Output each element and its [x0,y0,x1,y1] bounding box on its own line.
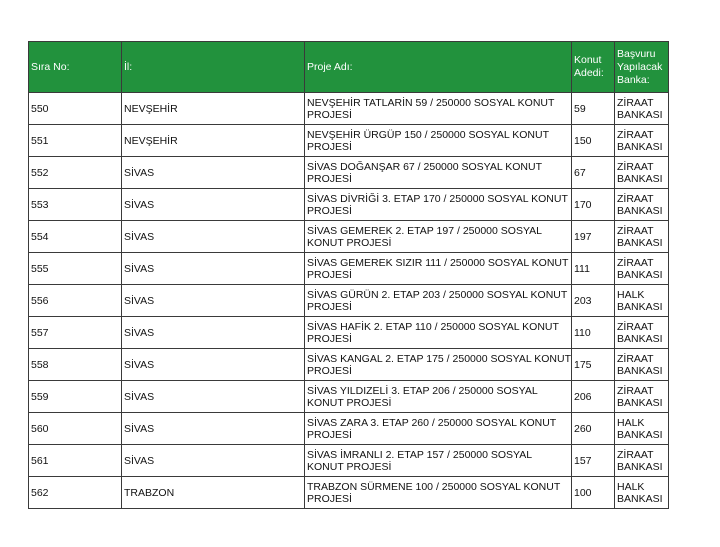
cell-sira-no: 561 [29,445,122,477]
cell-il: SİVAS [122,413,305,445]
cell-konut-adedi: 175 [572,349,615,381]
project-table [28,41,669,509]
cell-sira-no: 560 [29,413,122,445]
cell-il: SİVAS [122,157,305,189]
header-sira-no: Sıra No: [29,42,122,93]
cell-konut-adedi: 197 [572,221,615,253]
cell-konut-adedi: 111 [572,253,615,285]
cell-il: TRABZON [122,477,305,509]
cell-banka: ZİRAAT BANKASI [615,125,669,157]
cell-banka: ZİRAAT BANKASI [615,189,669,221]
cell-konut-adedi: 67 [572,157,615,189]
table-body [29,93,669,509]
cell-sira-no: 550 [29,93,122,125]
cell-il: NEVŞEHİR [122,93,305,125]
cell-il: NEVŞEHİR [122,125,305,157]
table-row [29,189,669,221]
cell-il: SİVAS [122,221,305,253]
cell-sira-no: 555 [29,253,122,285]
table-row [29,349,669,381]
cell-il: SİVAS [122,381,305,413]
cell-proje-adi: SİVAS GÜRÜN 2. ETAP 203 / 250000 SOSYAL KONUT PROJESİ [305,285,572,317]
cell-banka: HALK BANKASI [615,285,669,317]
cell-banka: HALK BANKASI [615,413,669,445]
cell-sira-no: 558 [29,349,122,381]
header-row [29,42,669,93]
cell-proje-adi: SİVAS GEMEREK SIZIR 111 / 250000 SOSYAL KONUT PROJESİ [305,253,572,285]
cell-il: SİVAS [122,349,305,381]
cell-proje-adi: SİVAS KANGAL 2. ETAP 175 / 250000 SOSYAL KONUT PROJESİ [305,349,572,381]
cell-banka: ZİRAAT BANKASI [615,221,669,253]
cell-sira-no: 554 [29,221,122,253]
cell-proje-adi: SİVAS DOĞANŞAR 67 / 250000 SOSYAL KONUT PROJESİ [305,157,572,189]
cell-sira-no: 556 [29,285,122,317]
cell-konut-adedi: 206 [572,381,615,413]
header-proje-adi: Proje Adı: [305,42,572,93]
cell-sira-no: 551 [29,125,122,157]
cell-konut-adedi: 59 [572,93,615,125]
cell-proje-adi: NEVŞEHİR TATLARİN 59 / 250000 SOSYAL KONUT PROJESİ [305,93,572,125]
cell-proje-adi: SİVAS YILDIZELİ 3. ETAP 206 / 250000 SOSYAL KONUT PROJESİ [305,381,572,413]
cell-sira-no: 559 [29,381,122,413]
cell-il: SİVAS [122,285,305,317]
table-row [29,381,669,413]
cell-proje-adi: TRABZON SÜRMENE 100 / 250000 SOSYAL KONUT PROJESİ [305,477,572,509]
table-row [29,317,669,349]
cell-konut-adedi: 170 [572,189,615,221]
cell-sira-no: 553 [29,189,122,221]
table-row [29,93,669,125]
cell-konut-adedi: 157 [572,445,615,477]
cell-il: SİVAS [122,253,305,285]
table-header [29,42,669,93]
table-row [29,221,669,253]
table-row [29,157,669,189]
header-il: İl: [122,42,305,93]
cell-banka: ZİRAAT BANKASI [615,349,669,381]
cell-konut-adedi: 203 [572,285,615,317]
table-row [29,285,669,317]
table-row [29,125,669,157]
cell-banka: HALK BANKASI [615,477,669,509]
table-row [29,253,669,285]
cell-banka: ZİRAAT BANKASI [615,253,669,285]
cell-proje-adi: SİVAS GEMEREK 2. ETAP 197 / 250000 SOSYAL KONUT PROJESİ [305,221,572,253]
cell-sira-no: 562 [29,477,122,509]
cell-banka: ZİRAAT BANKASI [615,93,669,125]
cell-proje-adi: SİVAS ZARA 3. ETAP 260 / 250000 SOSYAL KONUT PROJESİ [305,413,572,445]
table-row [29,413,669,445]
cell-konut-adedi: 100 [572,477,615,509]
cell-banka: ZİRAAT BANKASI [615,157,669,189]
cell-il: SİVAS [122,317,305,349]
cell-proje-adi: SİVAS HAFİK 2. ETAP 110 / 250000 SOSYAL KONUT PROJESİ [305,317,572,349]
cell-il: SİVAS [122,189,305,221]
cell-proje-adi: NEVŞEHİR ÜRGÜP 150 / 250000 SOSYAL KONUT PROJESİ [305,125,572,157]
cell-banka: ZİRAAT BANKASI [615,445,669,477]
cell-konut-adedi: 150 [572,125,615,157]
cell-banka: ZİRAAT BANKASI [615,317,669,349]
cell-sira-no: 557 [29,317,122,349]
cell-il: SİVAS [122,445,305,477]
header-konut-adedi: Konut Adedi: [572,42,615,93]
header-banka: Başvuru Yapılacak Banka: [615,42,669,93]
cell-konut-adedi: 110 [572,317,615,349]
table-row [29,477,669,509]
cell-proje-adi: SİVAS DİVRİĞİ 3. ETAP 170 / 250000 SOSYAL KONUT PROJESİ [305,189,572,221]
cell-sira-no: 552 [29,157,122,189]
table-row [29,445,669,477]
cell-proje-adi: SİVAS İMRANLI 2. ETAP 157 / 250000 SOSYAL KONUT PROJESİ [305,445,572,477]
cell-banka: ZİRAAT BANKASI [615,381,669,413]
cell-konut-adedi: 260 [572,413,615,445]
